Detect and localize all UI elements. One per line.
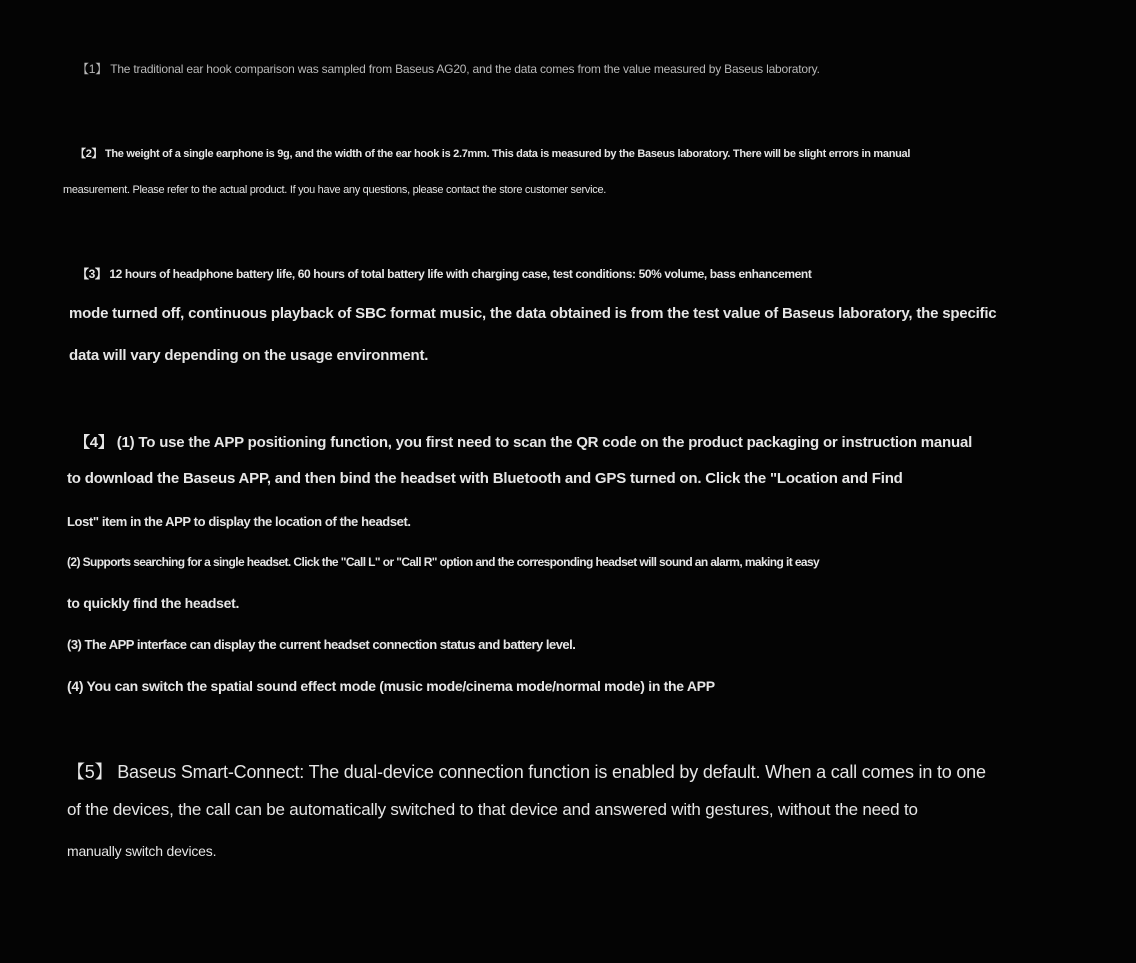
note-3-line-2: mode turned off, continuous playback of SBC format music, the data obtained is from the test value of Baseus laboratory, the specific <box>69 305 997 322</box>
note-5-line-2: of the devices, the call can be automatically switched to that device and answered with gestures, without the need to <box>67 800 918 819</box>
note-4-line-1: 【4】 (1) To use the APP positioning function, you first need to scan the QR code on the product packaging or instruction manual <box>75 434 973 451</box>
note-4-line-4: (2) Supports searching for a single headset. Click the "Call L" or "Call R" option and the corresponding headset will sound an alarm, making it easy <box>67 555 820 569</box>
note-4-line-2: to download the Baseus APP, and then bind the headset with Bluetooth and GPS turned on. Click the "Location and Find <box>67 470 903 487</box>
note-3-line-3: data will vary depending on the usage environment. <box>69 347 429 364</box>
note-2-line-2: measurement. Please refer to the actual product. If you have any questions, please contact the store customer service. <box>63 184 607 196</box>
note-4-line-5: to quickly find the headset. <box>67 595 240 611</box>
note-4-line-6: (3) The APP interface can display the current headset connection status and battery level. <box>67 637 576 652</box>
note-5-line-1: 【5】 Baseus Smart-Connect: The dual-device connection function is enabled by default. When a call comes in to one <box>67 762 986 782</box>
note-3-line-1: 【3】 12 hours of headphone battery life, 60 hours of total battery life with charging case, test conditions: 50% volume, bass enhancement <box>77 267 812 281</box>
note-4-line-7: (4) You can switch the spatial sound effect mode (music mode/cinema mode/normal mode) in the APP <box>67 678 715 694</box>
note-2-line-1: 【2】 The weight of a single earphone is 9g, and the width of the ear hook is 2.7mm. This data is measured by the Baseus laboratory. There will be slight errors in manual <box>75 148 911 160</box>
note-5-line-3: manually switch devices. <box>67 843 217 859</box>
note-4-line-3: Lost" item in the APP to display the location of the headset. <box>67 514 411 529</box>
note-1-line-1: 【1】 The traditional ear hook comparison was sampled from Baseus AG20, and the data comes from the value measured by Baseus laboratory. <box>77 62 820 76</box>
